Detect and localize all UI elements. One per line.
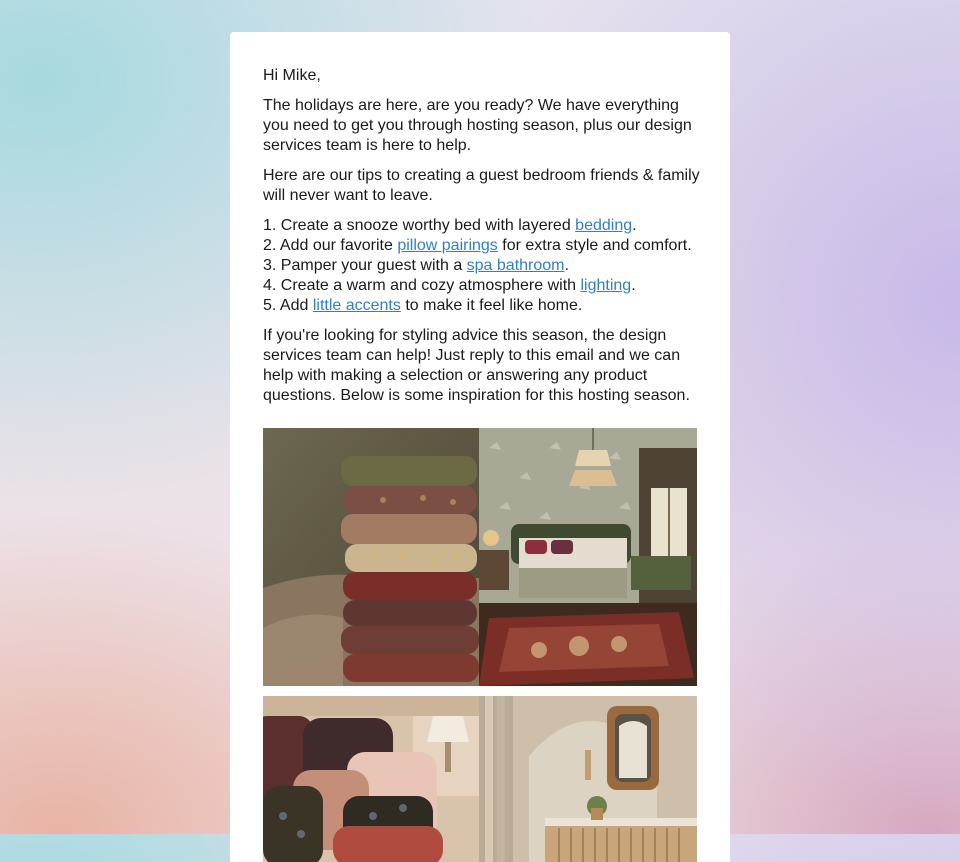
greeting: Hi Mike, — [263, 67, 321, 84]
tip-item: 4. Create a warm and cozy atmosphere with lighting. — [263, 277, 636, 294]
bedding-link[interactable]: bedding — [575, 217, 633, 234]
email-body — [263, 66, 703, 416]
tips-intro: Here are our tips to creating a guest bedroom friends & family will never want to leave. — [263, 167, 700, 204]
tip-item: 1. Create a snooze worthy bed with layered bedding. — [263, 217, 637, 234]
spa-bathroom-link[interactable]: spa bathroom — [466, 257, 565, 274]
pillow-pairings-link[interactable]: pillow pairings — [397, 237, 498, 254]
spa-bathroom-photo[interactable] — [479, 696, 697, 862]
intro-paragraph: The holidays are here, are you ready? We have everything you need to get you through hosting season, plus our design services team is here to help. — [263, 97, 692, 154]
closing-paragraph: If you're looking for styling advice this season, the design services team can help! Just reply to this email and we can help with making a selection or answering any product questions. Below is some inspiration for this hosting season. — [263, 327, 690, 404]
guest-bedroom-photo[interactable] — [479, 428, 697, 686]
little-accents-link[interactable]: little accents — [312, 297, 401, 314]
tip-item: 5. Add little accents to make it feel like home. — [263, 297, 583, 314]
tip-item: 3. Pamper your guest with a spa bathroom. — [263, 257, 569, 274]
email-card — [230, 32, 730, 862]
sofa-cushions-photo[interactable] — [263, 696, 479, 862]
tips-list — [263, 216, 703, 316]
stacked-pillows-photo[interactable] — [263, 428, 479, 686]
tip-item: 2. Add our favorite pillow pairings for extra style and comfort. — [263, 237, 692, 254]
lighting-link[interactable]: lighting — [580, 277, 632, 294]
